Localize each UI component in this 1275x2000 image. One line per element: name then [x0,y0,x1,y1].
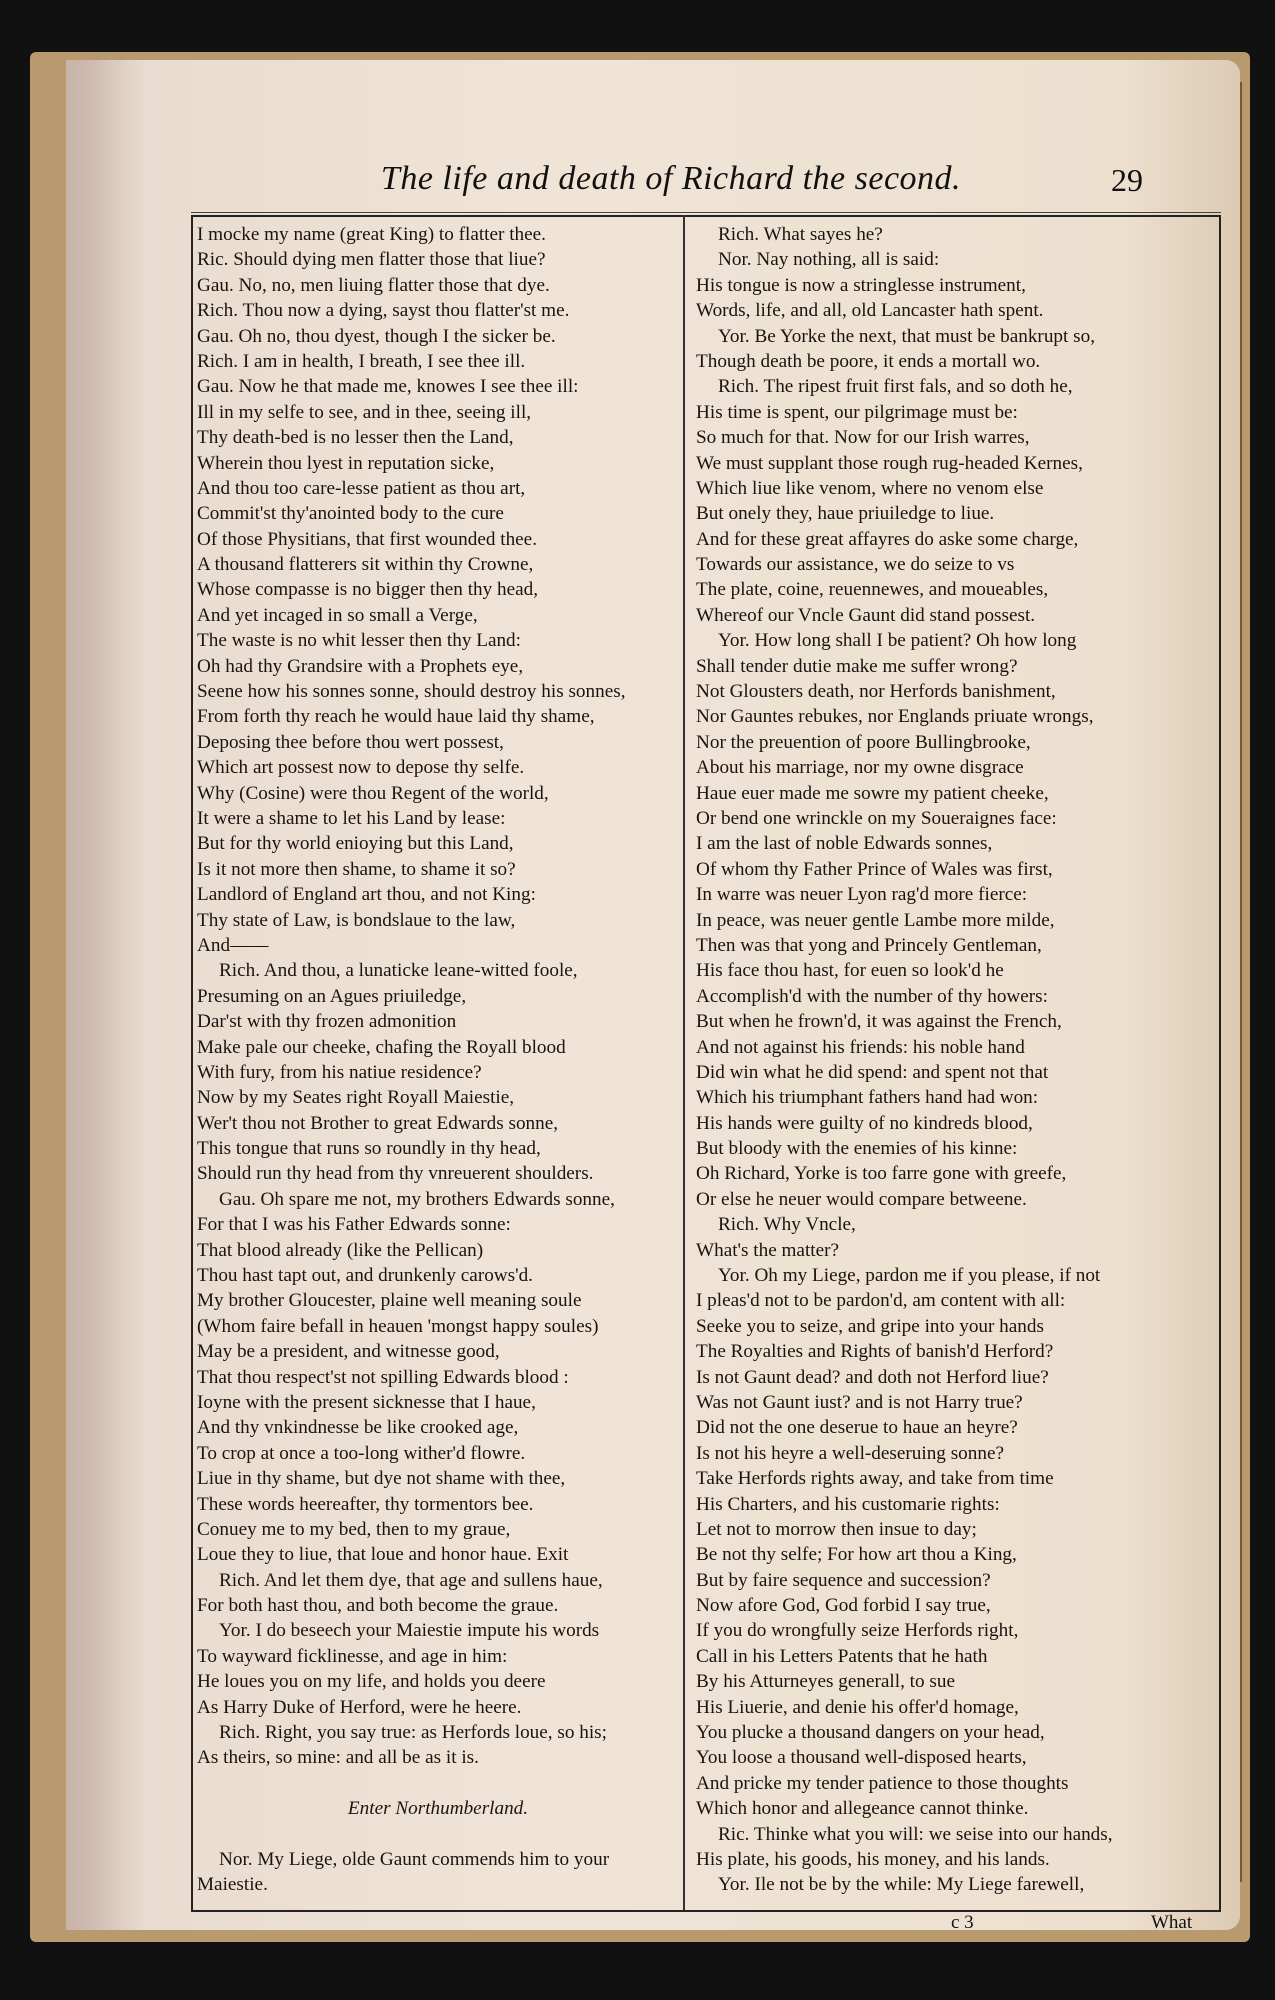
text-line: Nor Gauntes rebukes, nor Englands priuate wrongs, [696,706,1094,728]
text-line: To wayward ficklinesse, and age in him: [197,1645,508,1667]
text-line: Seeke you to seize, and gripe into your hands [696,1315,1044,1337]
text-line: And yet incaged in so small a Verge, [197,604,478,626]
text-line: Should run thy head from thy vnreuerent shoulders. [197,1163,594,1185]
text-line: His face thou hast, for euen so look'd he [696,960,1004,982]
text-line: It were a shame to let his Land by lease: [197,807,506,829]
text-line: Gau. Oh no, thou dyest, though I the sicker be. [197,325,556,347]
text-line: But for thy world enioying but this Land, [197,833,514,855]
text-line: Dar'st with thy frozen admonition [197,1011,457,1033]
text-line: Which liue like venom, where no venom else [696,477,1044,499]
text-line: Ioyne with the present sicknesse that I haue, [197,1391,536,1413]
text-line: Yor. Be Yorke the next, that must be bankrupt so, [718,325,1095,347]
text-frame [191,140,1221,1933]
text-line: Thou hast tapt out, and drunkenly carows'd. [197,1265,533,1287]
text-line: Ric. Should dying men flatter those that liue? [197,249,546,271]
text-line: But when he frown'd, it was against the French, [696,1011,1062,1033]
text-line: Not Glousters death, nor Herfords banishment, [696,681,1056,703]
text-line: As theirs, so mine: and all be as it is. [197,1747,479,1769]
text-line: And not against his friends: his noble hand [696,1036,1025,1058]
text-line: Shall tender dutie make me suffer wrong? [696,655,1018,677]
text-line: Conuey me to my bed, then to my graue, [197,1518,511,1540]
footer-rule [191,1910,1221,1912]
text-line: (Whom faire befall in heauen 'mongst happy soules) [197,1315,599,1337]
text-line: By his Atturneyes generall, to sue [696,1671,955,1693]
text-line: Now by my Seates right Royall Maiestie, [197,1087,515,1109]
text-line: The plate, coine, reuennewes, and moueables, [696,579,1049,601]
text-line: Loue they to liue, that loue and honor haue. Exit [197,1544,569,1566]
text-line: Oh had thy Grandsire with a Prophets eye, [197,655,524,677]
text-line: Presuming on an Agues priuiledge, [197,985,467,1007]
text-line: Wherein thou lyest in reputation sicke, [197,452,495,474]
text-line: About his marriage, nor my owne disgrace [696,757,1024,779]
left-text-column [197,222,679,1898]
text-line: I pleas'd not to be pardon'd, am content with all: [696,1290,1066,1312]
text-line: Now afore God, God forbid I say true, [696,1595,991,1617]
text-line: From forth thy reach he would haue laid thy shame, [197,706,595,728]
text-line: He loues you on my life, and holds you deere [197,1671,546,1693]
text-line: This tongue that runs so roundly in thy head, [197,1138,541,1160]
text-line: Though death be poore, it ends a mortall wo. [696,350,1041,372]
right-text-column [696,222,1216,1898]
text-line: Accomplish'd with the number of thy howers: [696,985,1048,1007]
text-line: A thousand flatterers sit within thy Crowne, [197,554,534,576]
text-line: Yor. Ile not be by the while: My Liege farewell, [718,1874,1085,1896]
text-line: Yor. I do beseech your Maiestie impute his words [219,1620,600,1642]
text-line: Why (Cosine) were thou Regent of the world, [197,782,549,804]
text-line: We must supplant those rough rug-headed Kernes, [696,452,1083,474]
catchword: What [1151,1912,1193,1933]
text-line: Did win what he did spend: and spent not that [696,1061,1049,1083]
text-line: Let not to morrow then insue to day; [696,1518,977,1540]
text-line: Ill in my selfe to see, and in thee, seeing ill, [197,401,532,423]
text-line: Is not his heyre a well-deseruing sonne? [696,1442,1004,1464]
text-line: His plate, his goods, his money, and his lands. [696,1849,1050,1870]
text-line: What's the matter? [696,1239,840,1261]
header-rule-thin [191,212,1221,213]
text-line: Nor. My Liege, olde Gaunt commends him to your [219,1849,610,1870]
text-line: Of whom thy Father Prince of Wales was first, [696,858,1053,880]
text-line: Rich. I am in health, I breath, I see thee ill. [197,350,526,372]
text-line: Oh Richard, Yorke is too farre gone with greefe, [696,1163,1067,1185]
text-line: I am the last of noble Edwards sonnes, [696,833,993,855]
text-line [197,1771,679,1796]
text-line: Rich. What sayes he? [718,224,883,245]
text-line: Is it not more then shame, to shame it so? [197,858,516,880]
text-line: Towards our assistance, we do seize to vs [696,554,1015,576]
text-line: With fury, from his natiue residence? [197,1061,482,1083]
text-line: Of those Physitians, that first wounded thee. [197,528,537,550]
text-line: Whereof our Vncle Gaunt did stand possest. [696,604,1036,626]
text-line: Wer't thou not Brother to great Edwards sonne, [197,1112,559,1134]
text-line: These words heereafter, thy tormentors bee. [197,1493,534,1515]
gutter-shadow [66,60,146,1930]
text-line: Whose compasse is no bigger then thy head, [197,579,539,601]
text-line: Gau. No, no, men liuing flatter those that dye. [197,274,550,296]
text-line: His Liuerie, and denie his offer'd homage, [696,1696,1019,1718]
column-divider [683,215,685,1910]
text-line: Take Herfords rights away, and take from time [696,1468,1054,1490]
text-line: Make pale our cheeke, chafing the Royall blood [197,1036,566,1058]
text-line: But bloody with the enemies of his kinne: [696,1138,1018,1160]
text-line: Ric. Thinke what you will: we seise into our hands, [718,1823,1113,1845]
text-line: Rich. Right, you say true: as Herfords loue, so his; [219,1722,607,1744]
text-line: Landlord of England art thou, and not King: [197,884,536,906]
text-line: His tongue is now a stringlesse instrument, [696,274,1026,296]
text-line [197,1822,679,1847]
text-line: Or bend one wrinckle on my Soueraignes face: [696,807,1057,829]
text-line: His time is spent, our pilgrimage must be: [696,401,1018,423]
text-line: But onely they, haue priuiledge to liue. [696,503,995,525]
text-line: And thou too care-lesse patient as thou art, [197,477,526,499]
text-line: You plucke a thousand dangers on your head, [696,1722,1045,1744]
text-line: Yor. Oh my Liege, pardon me if you please, if not [718,1265,1101,1287]
text-line: Which his triumphant fathers hand had won: [696,1087,1039,1109]
left-border-rule [191,215,193,1910]
text-line: Maiestie. [197,1874,268,1896]
text-line: Did not the one deserue to haue an heyre? [696,1417,1018,1439]
text-line: Nor. Nay nothing, all is said: [718,249,940,271]
text-line: In peace, was neuer gentle Lambe more milde, [696,909,1055,931]
running-title: The life and death of Richard the second. [380,160,962,197]
text-line: Yor. How long shall I be patient? Oh how long [718,630,1077,652]
text-line: Call in his Letters Patents that he hath [696,1645,988,1667]
text-line: Was not Gaunt iust? and is not Harry true? [696,1391,1023,1413]
text-line: As Harry Duke of Herford, were he heere. [197,1696,522,1718]
text-line: You loose a thousand well-disposed hearts, [696,1747,1027,1769]
text-line: In warre was neuer Lyon rag'd more fierce: [696,884,1028,906]
text-line: Commit'st thy'anointed body to the cure [197,503,504,525]
text-line: If you do wrongfully seize Herfords right, [696,1620,1019,1642]
text-line: Liue in thy shame, but dye not shame with thee, [197,1468,566,1490]
text-line: Words, life, and all, old Lancaster hath spent. [696,300,1044,322]
page-number: 29 [1111,162,1143,198]
book [30,52,1250,1942]
text-line: To crop at once a too-long wither'd flowre. [197,1442,526,1464]
text-line: And—— [197,934,269,956]
text-line: For that I was his Father Edwards sonne: [197,1214,511,1236]
text-line: Nor the preuention of poore Bullingbrooke, [696,731,1031,753]
text-line: Rich. Why Vncle, [718,1214,856,1236]
text-line: Deposing thee before thou wert possest, [197,731,504,753]
text-line: So much for that. Now for our Irish warres, [696,427,1030,449]
text-line: Thy state of Law, is bondslaue to the law, [197,909,516,931]
text-line: Gau. Oh spare me not, my brothers Edwards sonne, [219,1188,615,1210]
text-line: Which art possest now to depose thy selfe. [197,757,525,779]
text-line: That thou respect'st not spilling Edwards blood : [197,1366,569,1388]
signature-mark: c 3 [951,1912,974,1933]
text-line: Which honor and allegeance cannot thinke. [696,1798,1029,1820]
text-line: For both hast thou, and both become the graue. [197,1595,559,1617]
text-line: The waste is no whit lesser then thy Land: [197,630,521,652]
text-line: And for these great affayres do aske some charge, [696,528,1079,550]
text-line: And pricke my tender patience to those thoughts [696,1772,1069,1794]
text-line: Rich. And let them dye, that age and sullens haue, [219,1569,603,1591]
text-line: Enter Northumberland. [347,1798,529,1820]
text-line: But by faire sequence and succession? [696,1569,991,1591]
text-line: Rich. And thou, a lunaticke leane-witted foole, [219,960,578,982]
text-line: His Charters, and his customarie rights: [696,1493,1000,1515]
text-line: Seene how his sonnes sonne, should destroy his sonnes, [197,681,626,703]
text-line: Rich. The ripest fruit first fals, and so doth he, [718,376,1073,398]
text-line: And thy vnkindnesse be like crooked age, [197,1417,519,1439]
right-border-rule [1219,215,1221,1910]
header-rule [191,215,1221,217]
text-line: Then was that yong and Princely Gentleman, [696,934,1042,956]
text-line: Be not thy selfe; For how art thou a King, [696,1544,1017,1566]
folio-page [66,60,1240,1933]
text-line: His hands were guilty of no kindreds blood, [696,1112,1033,1134]
text-line: The Royalties and Rights of banish'd Herford? [696,1341,1054,1363]
text-line: Or else he neuer would compare betweene. [696,1188,1027,1210]
text-line: Gau. Now he that made me, knowes I see thee ill: [197,376,579,398]
text-line: May be a president, and witnesse good, [197,1341,500,1363]
text-line: I mocke my name (great King) to flatter thee. [197,224,546,245]
text-line: My brother Gloucester, plaine well meaning soule [197,1290,582,1312]
text-line: Rich. Thou now a dying, sayst thou flatter'st me. [197,300,570,322]
text-line: Thy death-bed is no lesser then the Land, [197,427,514,449]
text-line: That blood already (like the Pellican) [197,1239,484,1261]
text-line: Haue euer made me sowre my patient cheeke, [696,782,1049,804]
text-line: Is not Gaunt dead? and doth not Herford liue? [696,1366,1049,1388]
